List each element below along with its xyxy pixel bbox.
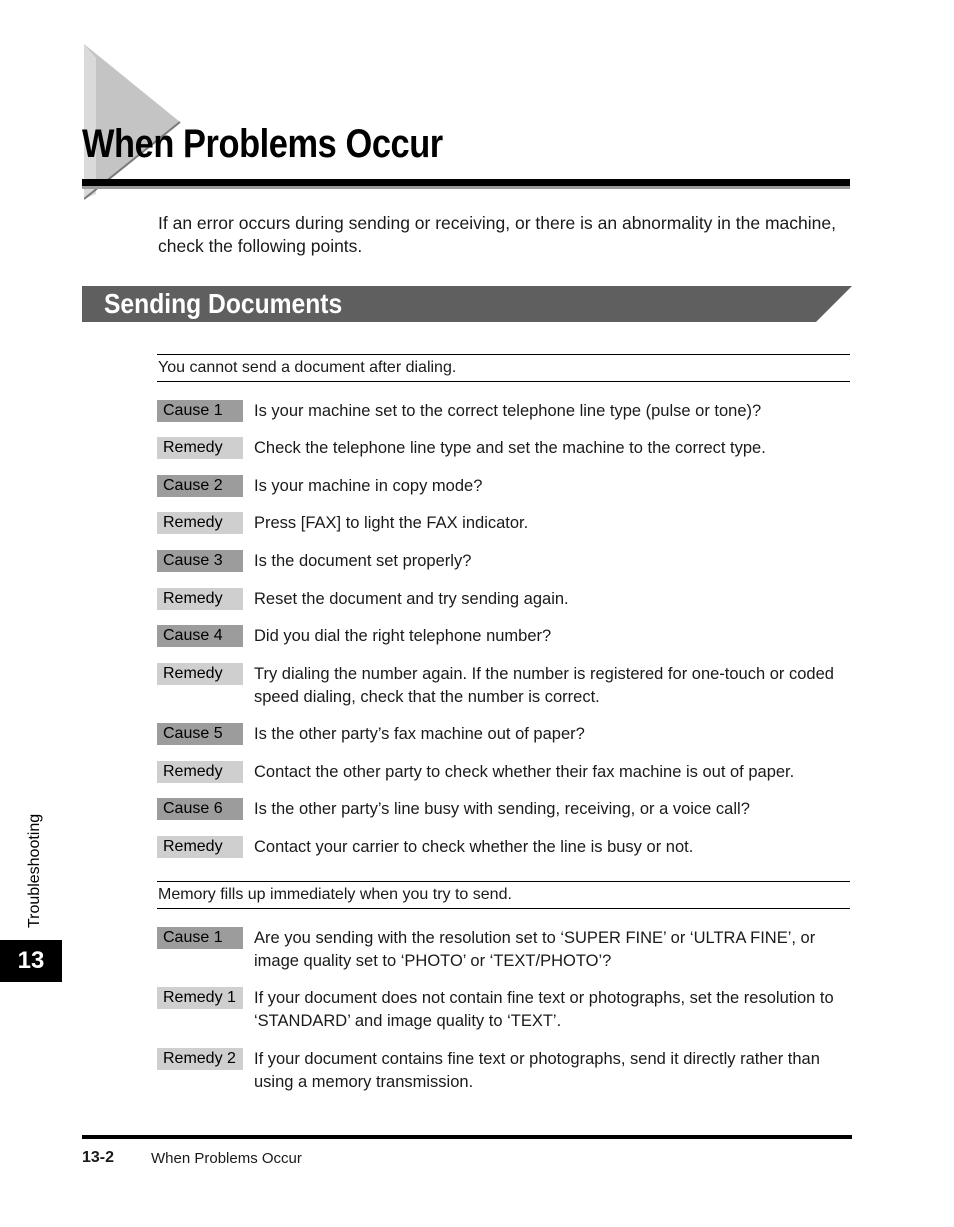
remedy-label: Remedy <box>157 663 243 685</box>
remedy-text: Check the telephone line type and set the machine to the correct type. <box>254 439 766 457</box>
remedy-text: If your document does not contain fine text or photographs, set the resolution to ‘STANDARD’ and image quality to ‘TEXT’. <box>254 989 834 1030</box>
problem-heading <box>157 354 850 382</box>
cause-label: Cause 2 <box>157 475 243 497</box>
cause-label: Cause 4 <box>157 625 243 647</box>
remedy-label: Remedy <box>157 588 243 610</box>
chapter-number-tab: 13 <box>0 940 62 982</box>
cause-label: Cause 1 <box>157 927 243 949</box>
remedy-text: Reset the document and try sending again. <box>254 590 569 608</box>
remedy-label: Remedy <box>157 761 243 783</box>
title-rule-shadow <box>82 186 850 189</box>
cause-text: Are you sending with the resolution set to ‘SUPER FINE’ or ‘ULTRA FINE’, or image quality set to ‘PHOTO’ or ‘TEXT/PHOTO’? <box>254 929 816 970</box>
remedy-text: Try dialing the number again. If the number is registered for one-touch or coded speed dialing, check that the number is correct. <box>254 665 834 706</box>
cause-text: Is your machine in copy mode? <box>254 477 483 495</box>
cause-text: Is the other party’s line busy with sending, receiving, or a voice call? <box>254 800 750 818</box>
remedy-label: Remedy 1 <box>157 987 243 1009</box>
footer-rule <box>82 1135 852 1139</box>
remedy-label: Remedy <box>157 437 243 459</box>
chapter-side-label: Troubleshooting <box>26 813 43 928</box>
page-number: 13-2 <box>82 1149 115 1166</box>
cause-label: Cause 6 <box>157 798 243 820</box>
remedy-label: Remedy <box>157 836 243 858</box>
footer-title: When Problems Occur <box>151 1150 302 1167</box>
problem-heading <box>157 881 850 909</box>
cause-label: Cause 5 <box>157 723 243 745</box>
cause-label: Cause 3 <box>157 550 243 572</box>
remedy-text: Contact the other party to check whether their fax machine is out of paper. <box>254 763 795 781</box>
cause-text: Is your machine set to the correct telephone line type (pulse or tone)? <box>254 402 762 420</box>
remedy-label: Remedy <box>157 512 243 534</box>
title-rule <box>82 179 850 186</box>
remedy-text: Press [FAX] to light the FAX indicator. <box>254 514 529 532</box>
page-title: When Problems Occur <box>82 122 443 166</box>
cause-text: Did you dial the right telephone number? <box>254 627 552 645</box>
remedy-label: Remedy 2 <box>157 1048 243 1070</box>
remedy-text: Contact your carrier to check whether the line is busy or not. <box>254 838 694 856</box>
remedy-text: If your document contains fine text or photographs, send it directly rather than using a memory transmission. <box>254 1050 820 1091</box>
cause-text: Is the document set properly? <box>254 552 472 570</box>
problem-heading-text: You cannot send a document after dialing. <box>158 359 457 376</box>
cause-text: Is the other party’s fax machine out of paper? <box>254 725 585 743</box>
intro-paragraph: If an error occurs during sending or receiving, or there is an abnormality in the machine, check the following points. <box>158 213 836 256</box>
cause-label: Cause 1 <box>157 400 243 422</box>
section-title: Sending Documents <box>104 288 343 319</box>
problem-heading-text: Memory fills up immediately when you try to send. <box>158 886 512 903</box>
